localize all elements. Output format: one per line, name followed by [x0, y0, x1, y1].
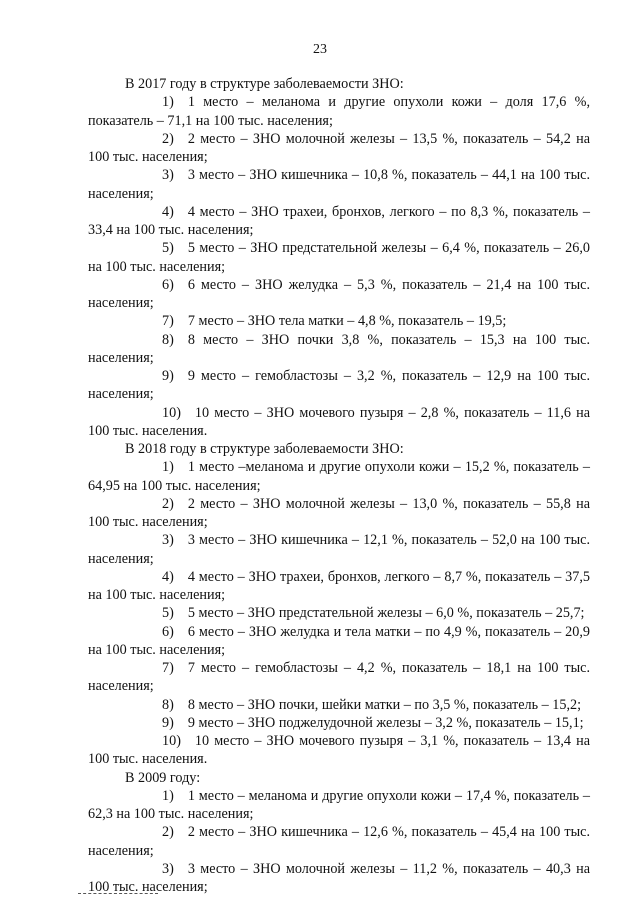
list-item [88, 93, 590, 130]
item-number: 6) [162, 623, 174, 640]
item-text: 4 место – ЗНО трахеи, бронхов, легкого – 8,7 %, показатель – 37,5 на 100 тыс. населения; [88, 568, 590, 603]
item-number: 2) [162, 495, 174, 512]
item-text: 9 место – ЗНО поджелудочной железы – 3,2 %, показатель – 15,1; [187, 714, 584, 731]
list-item [88, 787, 590, 824]
item-text: 8 место – ЗНО почки, шейки матки – по 3,5 %, показатель – 15,2; [187, 696, 582, 713]
list-item [88, 203, 590, 240]
item-text: 8 место – ЗНО почки 3,8 %, показатель – 15,3 на 100 тыс. населения; [88, 331, 590, 366]
list-item [88, 568, 590, 605]
section-heading-2018: В 2018 году в структуре заболеваемости ЗНО: [125, 441, 404, 457]
item-text: 3 место – ЗНО кишечника – 10,8 %, показатель – 44,1 на 100 тыс. населения; [88, 167, 590, 202]
item-text: 2 место – ЗНО молочной железы – 13,5 %, показатель – 54,2 на 100 тыс. населения; [88, 130, 590, 165]
item-text: 2 место – ЗНО молочной железы – 13,0 %, показатель – 55,8 на 100 тыс. населения; [88, 495, 590, 530]
item-number: 3) [162, 860, 174, 877]
list-item [88, 367, 590, 404]
section-heading-2009: В 2009 году: [125, 769, 201, 786]
section-heading-2017: В 2017 году в структуре заболеваемости ЗНО: [125, 76, 404, 92]
item-number: 10) [162, 404, 181, 421]
list-item [88, 714, 590, 732]
list-item [88, 166, 590, 203]
item-text: 9 место – гемобластозы – 3,2 %, показатель – 12,9 на 100 тыс. населения; [88, 368, 590, 403]
item-text: 3 место – ЗНО кишечника – 12,1 %, показатель – 52,0 на 100 тыс. населения; [88, 532, 590, 567]
list-item [88, 331, 590, 368]
list-item [88, 623, 590, 660]
item-number: 1) [162, 459, 174, 476]
item-text: 5 место – ЗНО предстательной железы – 6,4 %, показатель – 26,0 на 100 тыс. населения; [88, 240, 590, 275]
item-number: 8) [162, 331, 174, 348]
list-item [88, 860, 590, 897]
list-item [88, 312, 590, 330]
item-text: 6 место – ЗНО желудка – 5,3 %, показатель – 21,4 на 100 тыс. населения; [88, 276, 590, 311]
item-text: 5 место – ЗНО предстательной железы – 6,0 %, показатель – 25,7; [187, 605, 585, 622]
item-number: 9) [162, 714, 174, 731]
list-item [88, 531, 590, 568]
item-text: 6 место – ЗНО желудка и тела матки – по 4,9 %, показатель – 20,9 на 100 тыс. населения; [88, 623, 590, 658]
item-number: 7) [162, 313, 174, 330]
page-number: 23 [313, 42, 327, 57]
footer-divider [78, 893, 158, 894]
item-number: 5) [162, 240, 174, 257]
item-text: 4 место – ЗНО трахеи, бронхов, легкого – по 8,3 %, показатель – 33,4 на 100 тыс. населения; [88, 203, 590, 238]
item-text: 10 место – ЗНО мочевого пузыря – 3,1 %, показатель – 13,4 на 100 тыс. населения. [88, 733, 590, 768]
item-text: 1 место – меланома и другие опухоли кожи – 17,4 %, показатель – 62,3 на 100 тыс. населения; [88, 787, 590, 822]
item-number: 3) [162, 167, 174, 184]
item-number: 9) [162, 368, 174, 384]
list-item [88, 659, 590, 696]
item-text: 7 место – ЗНО тела матки – 4,8 %, показатель – 19,5; [187, 313, 507, 330]
item-number: 2) [162, 824, 174, 841]
item-number: 8) [162, 696, 174, 713]
list-item [88, 404, 590, 441]
item-number: 4) [162, 203, 174, 220]
list-item [88, 732, 590, 769]
list-item [88, 495, 590, 532]
document-body [88, 75, 590, 896]
item-number: 7) [162, 660, 174, 676]
list-item [88, 823, 590, 860]
list-item [88, 458, 590, 495]
item-number: 6) [162, 276, 174, 293]
list-item [88, 696, 590, 714]
list-item [88, 276, 590, 313]
item-text: 7 место – гемобластозы – 4,2 %, показатель – 18,1 на 100 тыс. населения; [88, 660, 590, 695]
item-text: 1 место –меланома и другие опухоли кожи – 15,2 %, показатель – 64,95 на 100 тыс. населения; [88, 459, 590, 494]
item-number: 5) [162, 605, 174, 622]
item-number: 4) [162, 568, 174, 585]
item-number: 1) [162, 787, 174, 804]
item-number: 3) [162, 532, 174, 549]
item-text: 10 место – ЗНО мочевого пузыря – 2,8 %, показатель – 11,6 на 100 тыс. населения. [88, 404, 590, 439]
item-text: 3 место – ЗНО молочной железы – 11,2 %, показатель – 40,3 на 100 тыс. населения; [88, 860, 590, 895]
list-item [88, 239, 590, 276]
item-text: 2 место – ЗНО кишечника – 12,6 %, показатель – 45,4 на 100 тыс. населения; [88, 824, 590, 859]
item-text: 1 место – меланома и другие опухоли кожи – доля 17,6 %, показатель – 71,1 на 100 тыс. населения; [88, 94, 590, 129]
item-number: 2) [162, 130, 174, 147]
item-number: 10) [162, 733, 181, 749]
item-number: 1) [162, 94, 174, 111]
list-item [88, 604, 590, 622]
list-item [88, 130, 590, 167]
